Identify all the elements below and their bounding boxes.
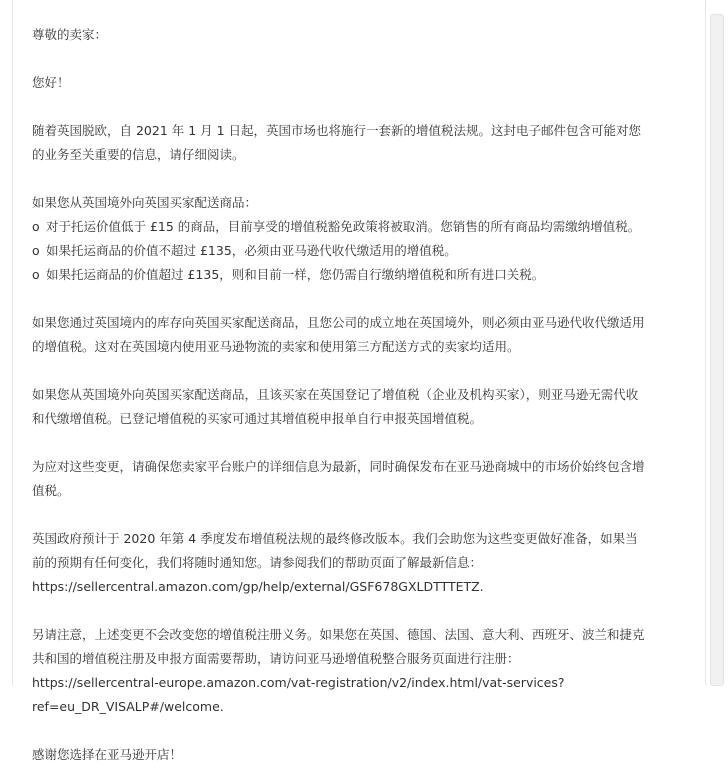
letter-content <box>32 23 692 767</box>
paragraph-line: 另请注意，上述变更不会改变您的增值税注册义务。如果您在英国、德国、法国、意大利、西班牙、波兰和捷克 <box>32 627 645 642</box>
bullet-marker: o <box>32 243 40 258</box>
bullet-text: 对于托运价值低于 £15 的商品，目前享受的增值税豁免政策将被取消。您销售的所有商品均需缴纳增值税。 <box>46 219 641 234</box>
scrollbar-thumb[interactable] <box>710 14 724 686</box>
paragraph-gap <box>32 359 692 383</box>
bullet-item <box>32 215 692 239</box>
bullet-text: 如果托运商品的价值超过 £135，则和目前一样，您仍需自行缴纳增值税和所有进口关税。 <box>46 267 545 282</box>
intro-line: 随着英国脱欧，自 2021 年 1 月 1 日起，英国市场也将施行一套新的增值税法规。这封电子邮件包含可能对您 <box>32 123 642 138</box>
paragraph-gap <box>32 287 692 311</box>
paragraph-gap <box>32 95 692 119</box>
salutation: 尊敬的卖家： <box>32 27 108 42</box>
closing: 感谢您选择在亚马逊开店！ <box>32 747 183 762</box>
paragraph-gap <box>32 719 692 743</box>
help-page-url: https://sellercentral.amazon.com/gp/help/external/GSF678GXLDTTTETZ. <box>32 579 484 594</box>
paragraph-line: 如果您从英国境外向英国买家配送商品，且该买家在英国登记了增值税（企业及机构买家），则亚马逊无需代收 <box>32 387 639 402</box>
paragraph-gap <box>32 47 692 71</box>
paragraph-line: 英国政府预计于 2020 年第 4 季度发布增值税法规的最终修改版本。我们会助您为这些变更做好准备，如果当 <box>32 531 638 546</box>
paragraph-gap <box>32 503 692 527</box>
email-body-panel <box>12 0 706 762</box>
paragraph-line: 值税。 <box>32 483 70 498</box>
paragraph-line: 如果您通过英国境内的库存向英国买家配送商品，且您公司的成立地在英国境外，则必须由亚马逊代收代缴适用 <box>32 315 645 330</box>
paragraph-line: 前的预期有任何变化，我们将随时通知您。请参阅我们的帮助页面了解最新信息： <box>32 555 483 570</box>
paragraph-line: 为应对这些变更，请确保您卖家平台账户的详细信息为最新，同时确保发布在亚马逊商城中的市场价始终包含增 <box>32 459 645 474</box>
bullet-text: 如果托运商品的价值不超过 £135，必须由亚马逊代收代缴适用的增值税。 <box>46 243 457 258</box>
paragraph-line: 的增值税。这对在英国境内使用亚马逊物流的卖家和使用第三方配送方式的卖家均适用。 <box>32 339 520 354</box>
paragraph-line: 共和国的增值税注册及申报方面需要帮助，请访问亚马逊增值税整合服务页面进行注册： <box>32 651 520 666</box>
bullet-item <box>32 239 692 263</box>
paragraph-gap <box>32 599 692 623</box>
bullet-item <box>32 263 692 287</box>
intro-line: 的业务至关重要的信息，请仔细阅读。 <box>32 147 245 162</box>
paragraph-line: 和代缴增值税。已登记增值税的买家可通过其增值税申报单自行申报英国增值税。 <box>32 411 483 426</box>
paragraph-gap <box>32 431 692 455</box>
vat-services-url: https://sellercentral-europe.amazon.com/vat-registration/v2/index.html/vat-services? <box>32 675 565 690</box>
vat-services-url: ref=eu_DR_VISALP#/welcome. <box>32 699 224 714</box>
greeting: 您好！ <box>32 75 70 90</box>
paragraph-gap <box>32 167 692 191</box>
section-heading: 如果您从英国境外向英国买家配送商品： <box>32 195 258 210</box>
bullet-marker: o <box>32 219 40 234</box>
bullet-marker: o <box>32 267 40 282</box>
